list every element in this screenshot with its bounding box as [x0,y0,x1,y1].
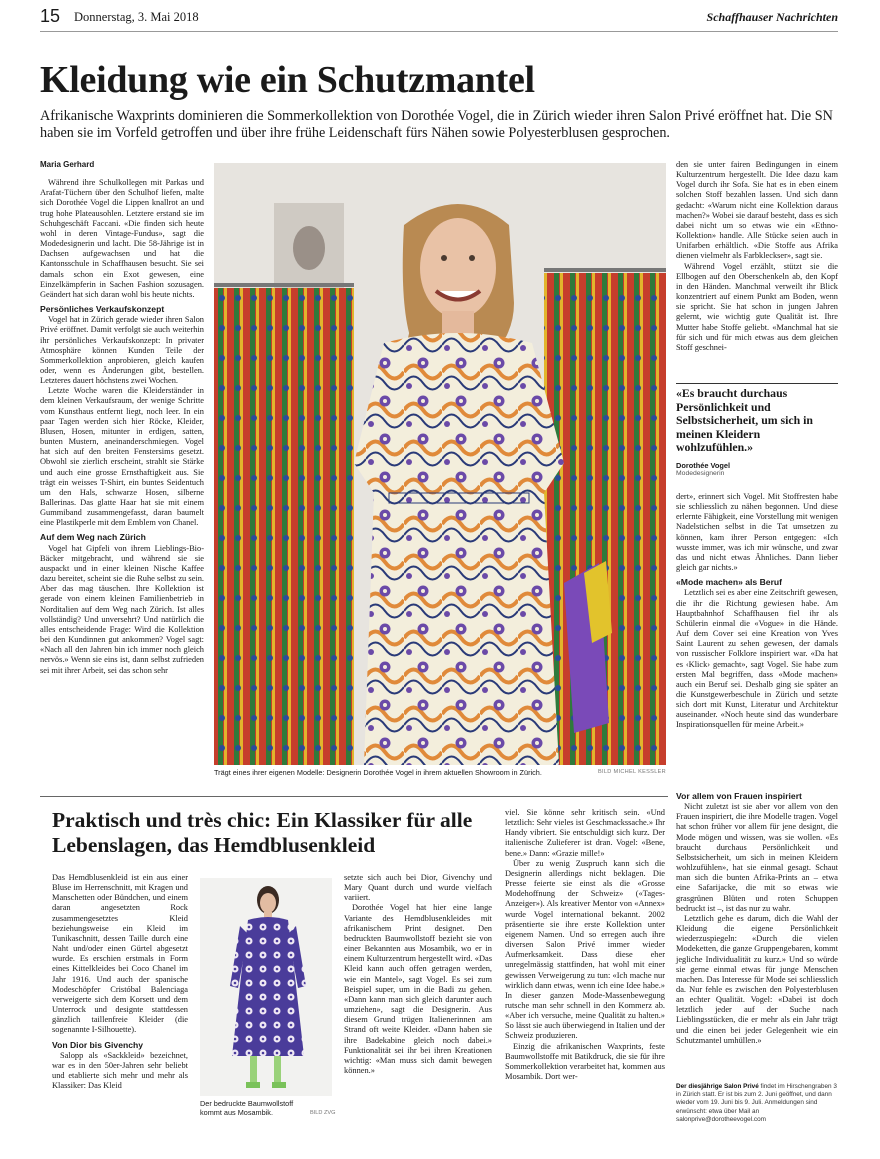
section-rule [40,796,668,797]
photo-caption: Trägt eines ihrer eigenen Modelle: Designerin Dorothée Vogel in ihrem aktuellen Showroom in Zürich. [214,768,542,777]
dress-photo-caption: Der bedruckte Baumwollstoff kommt aus Mosambik. [200,1099,294,1117]
paragraph: Während Vogel erzählt, stützt sie die Ellbogen auf den Oberschenkeln ab, den Kopf in den Händen. Manchmal verweilt ihr Blick konzentriert auf einem Punkt am Boden, wenn sie spricht. Sie hat schon in jungen Jahren gelernt, wie wichtig gute Qualität ist. Ihre Mutter habe Stoffe geliebt. «Manchmal hat sie für sich und für mich etwas aus dem gleichen Stoff geschnei- [676,261,838,352]
paragraph: viel. Sie könne sehr kritisch sein. «Und letztlich: Sehr vieles ist Geschmackssache.» Ihr Handy vibriert. Sie entschuldigt sich kurz. Der italienische Zulieferer ist dran. Vogel: «Bene, bene.» Dann: «Grazie mille!» [505,808,665,858]
paragraph: Vogel hat Gipfeli von ihrem Lieblings-Bio-Bäcker mitgebracht, und während sie sie auspackt und in einer kleinen Nische Kaffee dazu bereitet, scheint sie die Ruhe selbst zu sein. Aber das mag täuschen. Ihre Kollektion ist gerade von einem kleinen Familienbetrieb in Norditalien auf dem Weg nach Zürich. Ist alles vollständig? Und unversehrt? Und natürlich die alles entscheidende Frage: Wird die Kollektion bei den Kundinnen gut ankommen? Vogel sagt: «Nach all den Jahren bin ich immer noch gleich nervös.» Wenn sie eins ist, dann selbst zufrieden sei mit ihrer Arbeit, sei das schon sehr [40,543,204,675]
photo-illustration [214,163,666,765]
paragraph: den sie unter fairen Bedingungen in einem Kulturzentrum hergestellt. Die Idee dazu kam Vogel durch ihr Sofa. Sie hat es in eben einem solchen Stoff bezahlen lassen. Und sich dann gedacht: «Warum nicht eine Kollektion daraus machen?» Wobei sie darauf besteht, dass es sich dabei nicht um so etwas wie ein «Ethno-Kollektion» handle. Alle Stücke seien auch in Unifarben erhältlich. «Die Stoffe aus Afrika dienen vielmehr als Farbkleckser», sagt sie. [676,160,838,261]
dress-photo-credit: BILD ZVG [310,1110,336,1116]
info-box-text: findet im Hirschengraben 3 in Zürich statt. Er ist bis zum 2. Juni geöffnet, und dann wieder vom 19. Juni bis 9. Juli. Anmeldungen sind erwünscht: etwa über Mail an salonprive@dorotheevogel.com [676,1083,837,1123]
article-column-1 [40,160,204,676]
pull-quote [676,383,838,477]
article-lead: Afrikanische Waxprints dominieren die Sommerkollektion von Dorothée Vogel, die in Zürich wieder ihren Salon Privé eröffnet hat. Die SN haben sie im Vorfeld getroffen und über ihre frühe Leidenschaft fürs Nähen sowie Polyesterblusen gesprochen. [40,108,833,141]
subheading: Von Dior bis Givenchy [52,1039,144,1050]
paragraph: Einzig die afrikanischen Waxprints, feste Baumwollstoffe mit Batikdruck, die sie für ihre Sommerkollektion verarbeitet hat, kommen aus Mosambik. Dort wer- [505,1041,665,1082]
paragraph: Vogel hat in Zürich gerade wieder ihren Salon Privé eröffnet. Damit verfolgt sie auch weiterhin ihr persönliches Verkaufskonzept: In privater Atmosphäre können Kunden Teile der Sommerkollektion anprobieren, gleich kaufen oder, wenn es Änderungen gibt, bestellen. Letzteres dauert höchstens zwei Wochen. [40,315,204,386]
paragraph: Letzte Woche waren die Kleiderständer in dem kleinen Verkaufsraum, der wenige Schritte vom Kunsthaus entfernt liegt, noch leer. In ein paar Tagen werden sich hier Röcke, Kleider, Blusen, Hosen, mitunter in erdigen, satten, bunten Mustern, aneinanderschmiegen. Vogel hat sich auf den breiten Fenstersims gesetzt. Obwohl sie zierlich erscheint, strahlt sie Stärke und auch eine grosse Ernsthaftigkeit aus. Sie trägt ein weisses T-Shirt, ein buntes Seidentuch um den Hals, schwarze Hosen, silberne Ballerinas. Das glatte Haar hat sie mit einem Gummiband zusammengefasst, daran baumelt eine Plastikperle mit dem Emblem von Chanel. [40,386,204,528]
dress-photo [200,878,332,1096]
quote-role: Modedesignerin [676,469,725,477]
quote-text: «Es braucht durchaus Persönlichkeit und Selbstsicherheit, um sich in meinen Kleidern wohlzufühlen.» [676,386,813,454]
article-column-3-bottom [676,787,838,1046]
subheading: Persönliches Verkaufskonzept [40,304,165,315]
paragraph: Nicht zuletzt ist sie aber vor allem von den Frauen inspiriert, die ihre Modelle tragen. Vogel hat schon früher vor allem für jene designt, die Mode mögen und wissen, was sie wollen. «Es braucht durchaus Persönlichkeit und Selbstsicherheit, um sich in meinen Kleidern wohlzufühlen», hat sie einmal gesagt. Schaut man sich die bunten Afrika-Prints an – etwa eine Safarijacke, die mit so etwas wie grasgrünen Blüten und roten Schuppen bedruckt ist –, ist das nur zu wahr. [676,802,838,913]
article-column-2-bottom [505,808,665,1082]
sidebar-column-2 [344,873,492,1076]
byline: Maria Gerhard [40,160,95,169]
info-box-title: Der diesjährige Salon Privé [676,1083,759,1090]
header-rule [40,31,838,32]
article-headline: Kleidung wie ein Schutzmantel [40,59,535,101]
info-box [676,1083,838,1124]
subheading: Vor allem von Frauen inspiriert [676,791,802,801]
paragraph: Letztlich sei es aber eine Zeitschrift gewesen, die ihr die Richtung gewiesen habe. Am Hauptbahnhof Schaffhausen fiel ihr als Schülerin einmal die «Vogue» in die Hände. Auf dem Cover sei eine Kreation von Yves Saint Laurent zu sehen gewesen, der damals von russischer Folklore inspiriert war. «Da hat es ‹Klick› gemacht», sagt Vogel. Sie habe zum ersten Mal begriffen, dass «Mode machen» auch ein Beruf sei. Deshalb ging sie später an die Kunstgewerbeschule in Zürich und setzte sich dort mit Kunst, Literatur und Architektur auseinander. «Noch heute sind das wunderbare Inspirationsquellen für meine Arbeit.» [676,588,838,730]
paragraph: dert», erinnert sich Vogel. Mit Stoffresten habe sie schliesslich zu nähen begonnen. Und diese erlernte Fähigkeit, eine Vorstellung mit wenigen Nadelstichen selbst in die Tat umsetzen zu können, kam ihrer Person entgegen: «Ich wusste immer, was ich mir wünsche, und zwar das und nicht etwas Ähnliches. Dann lieber gleich gar nichts.» [676,492,838,573]
subheading: «Mode machen» als Beruf [676,577,783,588]
sidebar-column-1 [52,873,188,1091]
article-column-3-continued [676,492,838,731]
article-column-3 [676,160,838,353]
quote-author: Dorothée Vogel [676,460,731,470]
issue-date: Donnerstag, 3. Mai 2018 [74,10,199,24]
newspaper-name: Schaffhauser Nachrichten [706,10,838,24]
paragraph: Über zu wenig Zuspruch kann sich die Designerin allerdings nicht beklagen. Die Presse feierte sie einst als die «Grosse Modehoffnung der Schweiz» («Tages-Anzeiger»). Als kreativer Mentor von «Annex» wurde Vogel international bekannt. 2002 präsentierte sie ihre erste Kollektion unter eigenem Namen. Und so erregen auch ihre diversen Salon Privé immer wieder Aufmerksamkeit. Dass diese eher unregelmässig stattfinden, hat wohl mit einer gewissen Verweigerung zu tun: «Ich mache nur wirklich dann etwas, wenn ich eine Idee habe.» In dieser ganzen Mode-Massenbewegung rutsche man sehr schnell in den Kommerz ab. «Aber ich versuche, meine Qualität zu halten.» So lässt sie auch überwiegend in Italien und der Schweiz produzieren. [505,858,666,1041]
paragraph: Dorothée Vogel hat hier eine lange Variante des Hemdblusenkleides mit afrikanischem Print designet. Den bedruckten Baumwollstoff bezieht sie von einer Bekannten aus Mosambik, wo er in einem Kulturzentrum hergestellt wird. «Das Kleid kann auch offen getragen werden, wie ein Mantel», sagt Vogel. Es sei zum Beispiel super, um in die Badi zu gehen. «Dann kann man sich gleich darunter auch umziehen», sagt die Designerin. Aus diesem Grund trügen Italienerinnen am Strand oft weite Kleider. «Dann haben sie ihre Badekabine gleich noch dabei.» Funktionalität sei ihr bei ihren Kreationen wichtig: «Man muss sich damit bewegen können.» [344,903,492,1075]
paragraph: Letztlich gehe es darum, dich die Wahl der Kleidung die eigene Persönlichkeit wiederzuspiegeln: «Durch die vielen Modeketten, die ganze Gruppengebaren, kommt jegliche Individualität zu kurz.» Und so würde sie gerne einmal etwas für junge Menschen machen. Das Interesse für Mode sei schliesslich da. Nur fehle es zwischen den Polyesterblusen an echter Qualität. Vogel: «Dabei ist doch letztlich jeder auf der Suche nach Lieblingsstücken, die er mehr als ein Jahr trägt und die einen bei jeder Gelegenheit wie ein Schutzmantel umhüllen.» [676,913,838,1045]
paragraph: Das Hemdblusenkleid ist ein aus einer Bluse im Herrenschnitt, mit Kragen und Manschetten oder Bündchen, und einem daran angesetzten Rock zusammengesetztes Kleid beziehungsweise ein Kleid im Tunikaschnitt, dessen Taille durch eine Naht und/oder einen Gürtel abgesetzt wurde. Es erschien erstmals in Form eines Kittelkleides bei Coco Chanel im Jahr 1916. Und auch der spanische Modeschöpfer Cristóbal Balenciaga verweigerte sich dem Korsett und dem Unterrock und designte stattdessen gänzlich taillenfreie Kleider (die sogenannte I-Silhouette). [52,873,188,1035]
sidebar-headline: Praktisch und très chic: Ein Klassiker für alle Lebenslagen, das Hemdblusenkleid [52,808,473,857]
photo-credit: BILD MICHEL KESSLER [598,769,666,775]
page-number: 15 [40,6,61,26]
main-photo [214,163,666,765]
dress-illustration [200,878,332,1096]
paragraph: Während ihre Schulkollegen mit Parkas und Arafat-Tüchern über den Schulhof liefen, malte sich Dorothée Vogel die Lippen knallrot an und trug hohe Plateausohlen. Letztere erstand sie im Schuhgeschäft Faccani. «Die finden sich heute wohl in deren Vintage-Fundus», sagt die Modedesignerin und lacht. Die 58-Jährige ist in Dachsen aufgewachsen und hat die Kantonsschule in Schaffhausen besucht. Sie sei damals schon ein Exot gewesen, eine Einzelkämpferin in Sachen Fashion sozusagen. Geändert hat sich daran wohl bis heute nichts. [40,178,204,299]
paragraph: setzte sich auch bei Dior, Givenchy und Mary Quant durch und wurde vielfach variiert. [344,873,492,903]
subheading: Auf dem Weg nach Zürich [40,532,146,543]
paragraph: Salopp als «Sackkleid» bezeichnet, war es in den 50er-Jahren sehr beliebt und etablierte sich mehr und mehr als Klassiker: Das Kleid [52,1050,188,1091]
